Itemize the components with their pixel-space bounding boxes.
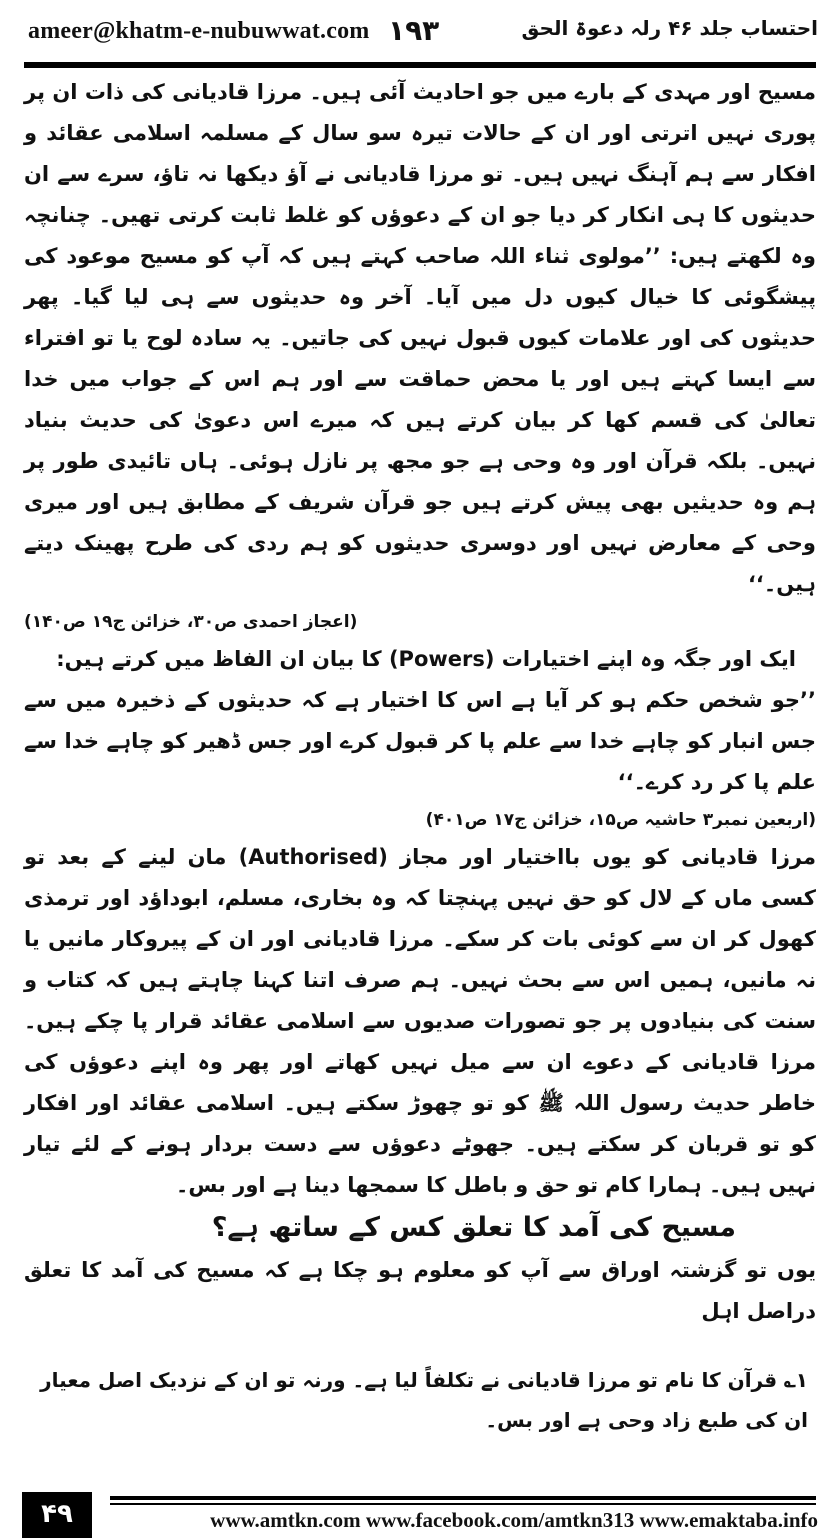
citation-1: (اعجاز احمدی ص۳۰، خزائن ج۱۹ ص۱۴۰) bbox=[24, 612, 358, 632]
section-heading: مسیح کی آمد کا تعلق کس کے ساتھ ہے؟ bbox=[211, 1212, 736, 1243]
running-title: احتساب جلد ۴۶ رلہ دعوۃ الحق bbox=[521, 16, 818, 40]
page-number: ۱۹۳ bbox=[388, 14, 440, 47]
footer-links: www.amtkn.com www.facebook.com/amtkn313 www.emaktaba.info bbox=[210, 1508, 818, 1532]
quote-paragraph: ’’جو شخص حکم ہو کر آیا ہے اس کا اختیار ہے کہ حدیثوں کے ذخیرہ میں سے جس انبار کو چاہے خدا سے علم پا کر قبول کرے اور جس ڈھیر کو چاہے خدا سے علم پا کر رد کرے۔‘‘ bbox=[24, 688, 816, 794]
page-header bbox=[0, 0, 840, 58]
footer-rule-thick bbox=[110, 1496, 816, 1500]
paragraph-4: مرزا قادیانی کو یوں بااختیار اور مجاز (Authorised) مان لینے کے بعد تو کسی ماں کے لال کو حق نہیں پہنچتا کہ وہ بخاری، مسلم، ابوداؤد اور ترمذی کھول کر ان سے کوئی بات کر سکے۔ مرزا قادیانی اور ان کے پیروکار مانیں یا نہ مانیں، ہمیں اس سے بحث نہیں۔ ہم صرف اتنا کہنا چاہتے ہیں کہ کتاب و سنت کی بنیادوں پر جو تصورات صدیوں سے اسلامی عقائد قرار پا چکے ہیں۔ مرزا قادیانی کے دعوے ان سے میل نہیں کھاتے اور پھر وہ اپنے دعوؤں کی خاطر حدیث رسول اللہ ﷺ کو تو چھوڑ سکتے ہیں۔ اسلامی عقائد اور افکار کو تو قربان کر سکتے ہیں۔ جھوٹے دعوؤں سے دست بردار ہونے کے لئے تیار نہیں ہیں۔ ہمارا کام تو حق و باطل کا سمجھا دینا ہے اور بس۔ bbox=[24, 845, 816, 1197]
leaf-number-box: ۴۹ bbox=[22, 1492, 92, 1538]
footnote: ۱؎ قرآن کا نام تو مرزا قادیانی نے تکلفاً لیا ہے۔ ورنہ تو ان کے نزدیک اصل معیار ان کی طبع زاد وحی ہے اور بس۔ bbox=[40, 1368, 808, 1432]
paragraph-2: ایک اور جگہ وہ اپنے اختیارات (Powers) کا بیان ان الفاظ میں کرتے ہیں: bbox=[56, 647, 796, 671]
page-body bbox=[24, 72, 816, 1482]
paragraph-5: یوں تو گزشتہ اوراق سے آپ کو معلوم ہو چکا ہے کہ مسیح کی آمد کا تعلق دراصل اہل bbox=[24, 1258, 816, 1323]
spacer bbox=[24, 1332, 816, 1360]
header-email: ameer@khatm-e-nubuwwat.com bbox=[28, 18, 370, 44]
citation-2: (اربعین نمبر۳ حاشیہ ص۱۵، خزائن ج۱۷ ص۴۰۱) bbox=[425, 810, 816, 830]
paragraph-1: مسیح اور مہدی کے بارے میں جو احادیث آئی ہیں۔ مرزا قادیانی کی ذات ان پر پوری نہیں اترتی اور ان کے حالات تیرہ سو سال کے مسلمہ اسلامی عقائد و افکار سے ہم آہنگ نہیں ہیں۔ تو مرزا قادیانی نے آؤ دیکھا نہ تاؤ، سرے سے ان حدیثوں کا ہی انکار کر دیا جو ان کے دعوؤں کو غلط ثابت کرتی تھیں۔ چنانچہ وہ لکھتے ہیں: ’’مولوی ثناء اللہ صاحب کہتے ہیں کہ آپ کو مسیح موعود کی پیشگوئی کا خیال کیوں دل میں آیا۔ آخر وہ حدیثوں سے ہی لیا گیا۔ پھر حدیثوں کی اور علامات کیوں قبول نہیں کی جاتیں۔ یہ سادہ لوح یا تو افتراء سے ایسا کہتے ہیں اور یا محض حماقت سے اور ہم اس کے جواب میں خدا تعالیٰ کی قسم کھا کر بیان کرتے ہیں کہ میرے اس دعویٰ کی حدیث بنیاد نہیں۔ بلکہ قرآن اور وہ وحی ہے جو مجھ پر نازل ہوئی۔ ہاں تائیدی طور پر ہم وہ حدیثیں بھی پیش کرتے ہیں جو قرآن شریف کے مطابق ہیں اور میری وحی کے معارض نہیں اور دوسری حدیثوں کو ہم ردی کی طرح پھینک دیتے ہیں۔‘‘ bbox=[24, 80, 816, 596]
footer-rule-thin bbox=[110, 1503, 816, 1505]
header-rule bbox=[24, 62, 816, 68]
